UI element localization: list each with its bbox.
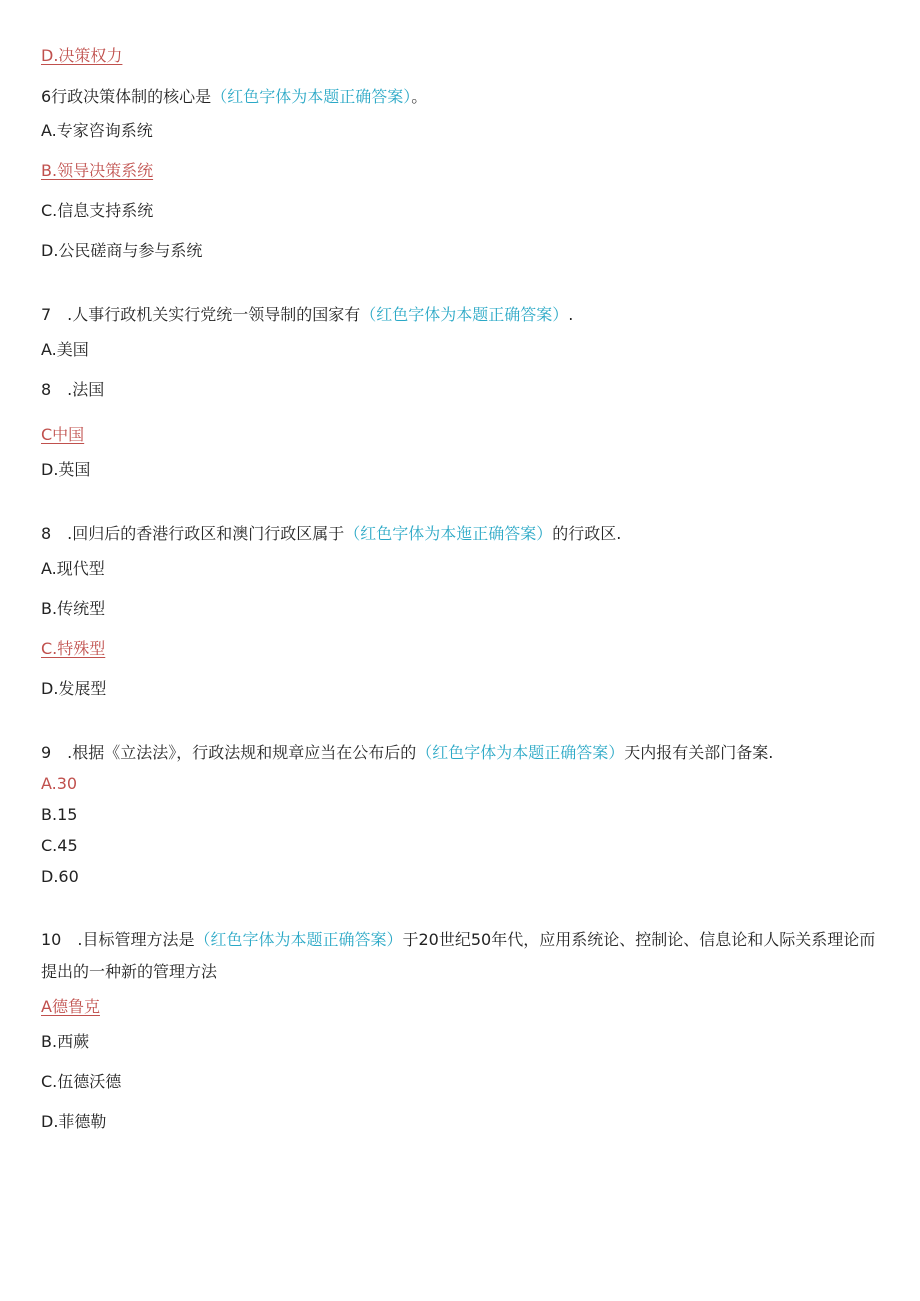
question-7-text: 7 .人事行政机关实行党统一领导制的国家有 (41, 305, 361, 324)
q8-option-b: B.传统型 (41, 599, 106, 618)
q8-option-c-correct: C.特殊型 (41, 639, 106, 658)
question-9-text: 9 .根据《立法法》，行政法规和规章应当在公布后的 (41, 743, 417, 762)
q7-option-a: A.美国 (41, 340, 89, 359)
q6-option-d: D.公民磋商与参与系统 (41, 241, 203, 260)
question-6-text: 6行政决策体制的核心是 (41, 87, 212, 106)
q6-option-c: C.信息支持系统 (41, 201, 154, 220)
question-9-text-end: 天内报有关部门备案. (624, 743, 774, 762)
question-10-text-end: 于20世纪50年代，应用系统论、控制论、信息论和人际关系理论而提出的一种新的管理方法 (41, 930, 876, 981)
q9-option-b: B.15 (41, 805, 78, 824)
q8-option-d: D.发展型 (41, 679, 107, 698)
q6-option-a: A.专家咨询系统 (41, 121, 153, 140)
q6-option-b-correct: B.领导决策系统 (41, 161, 154, 180)
question-8-stem (41, 524, 621, 544)
q10-option-b: B.西蕨 (41, 1032, 90, 1051)
q10-option-d: D.菲德勒 (41, 1112, 107, 1131)
q7-option-c-correct: C中国 (41, 425, 85, 444)
q10-option-a-correct: A德鲁克 (41, 997, 100, 1016)
q7-option-d: D.英国 (41, 460, 91, 479)
question-9-stem (41, 743, 773, 763)
question-10-text: 10 .目标管理方法是 (41, 930, 195, 949)
question-6-text-end: 。 (411, 87, 428, 106)
answer-option-d: D.决策权力 (41, 46, 123, 65)
question-9-hint: （红色字体为本题正确答案） (416, 743, 625, 762)
question-10-stem (41, 924, 881, 988)
q9-option-d: D.60 (41, 867, 79, 886)
q10-option-c: C.伍德沃德 (41, 1072, 122, 1091)
q9-option-c: C.45 (41, 836, 78, 855)
question-8-text-end: 的行政区. (552, 524, 622, 543)
question-10-hint: （红色字体为本题正确答案） (194, 930, 403, 949)
question-7-stem (41, 305, 573, 325)
q7-option-b: 8 .法国 (41, 380, 105, 399)
question-8-hint: （红色字体为本迤正确答案） (344, 524, 553, 543)
question-6-stem (41, 87, 427, 107)
question-7-hint: （红色字体为本题正确答案） (360, 305, 569, 324)
question-7-text-end: . (568, 305, 574, 324)
question-6-hint: （红色字体为本题正确答案） (211, 87, 412, 106)
q8-option-a: A.现代型 (41, 559, 105, 578)
q9-option-a-correct: A.30 (41, 774, 78, 793)
question-8-text: 8 .回归后的香港行政区和澳门行政区属于 (41, 524, 345, 543)
